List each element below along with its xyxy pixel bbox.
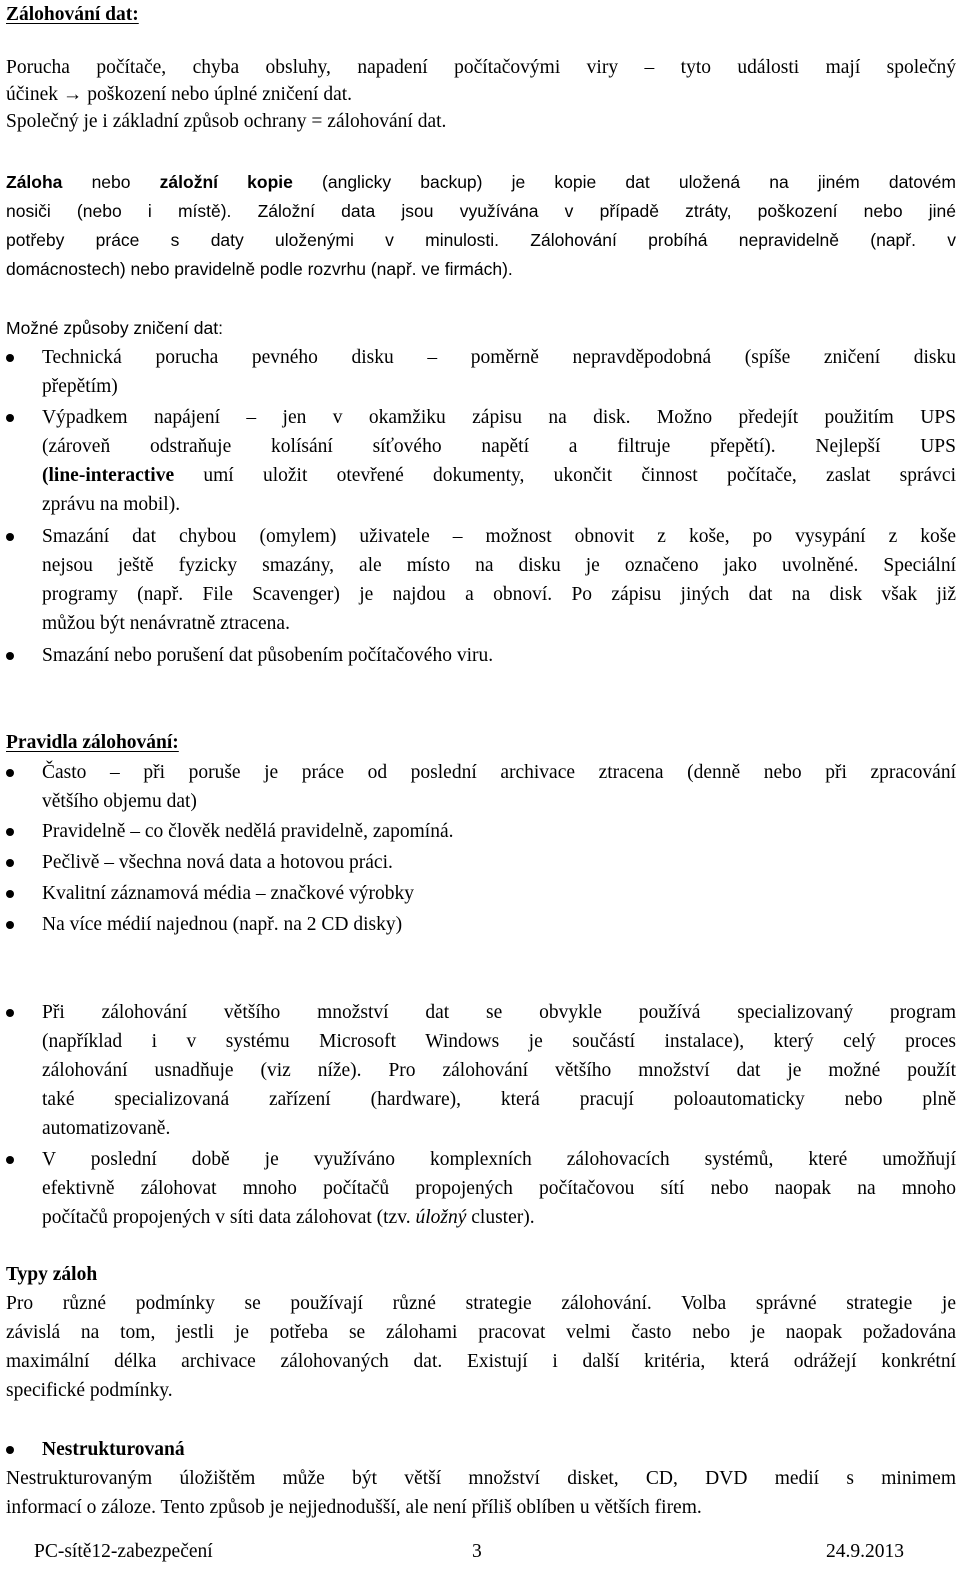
types-heading: Typy záloh <box>6 1264 98 1285</box>
rule-3: Pečlivě – všechna nová data a hotovou práci. <box>42 852 393 873</box>
definition-line-2: nosiči (nebo i místě). Záložní data jsou využívána v případě ztráty, poškození nebo jiné <box>6 201 956 221</box>
destruction-item-2-line-3 <box>42 461 956 491</box>
bullet-dot <box>6 890 14 898</box>
destruction-item-3-line-3: programy (např. File Scavenger) je najdou a obnoví. Po zápisu jiných dat na disk však již <box>42 584 956 605</box>
destruction-item-2-line-3-rest: umí uložit otevřené dokumenty, ukončit činnost počítače, zaslat správci <box>174 465 956 486</box>
rule-4: Kvalitní záznamová média – značkové výrobky <box>42 883 414 904</box>
term-kopie: kopie <box>247 172 293 192</box>
destruction-item-1-line-2: přepětím) <box>42 376 118 397</box>
unstructured-title: Nestrukturovaná <box>42 1439 185 1460</box>
term-zaloha: Záloha <box>6 172 63 192</box>
software-item-1-line-1: Při zálohování většího množství dat se obvykle používá specializovaný program <box>42 1002 956 1023</box>
software-item-2-line-2: efektivně zálohovat mnoho počítačů propojených počítačovou sítí nebo naopak na mnoho <box>42 1178 956 1199</box>
types-paragraph-line-4: specifické podmínky. <box>6 1380 173 1401</box>
intro-line-3: Společný je i základní způsob ochrany = zálohování dat. <box>6 111 447 132</box>
footer-date: 24.9.2013 <box>826 1541 904 1562</box>
rule-1-line-1: Často – při poruše je práce od poslední archivace ztracena (denně nebo při zpracování <box>42 762 956 783</box>
bullet-dot <box>6 769 14 777</box>
bullet-dot <box>6 1009 14 1017</box>
destruction-item-1-line-1: Technická porucha pevného disku – poměrně nepravděpodobná (spíše zničení disku <box>42 347 956 368</box>
software-item-2-line-3-pre: počítačů propojených v síti data zálohovat (tzv. <box>42 1207 416 1228</box>
bullet-dot <box>6 652 14 660</box>
destruction-item-4-line-1: Smazání nebo porušení dat působením počítačového viru. <box>42 645 494 666</box>
software-item-1-line-2: (například i v systému Microsoft Windows je součástí instalace), který celý proces <box>42 1031 956 1052</box>
rule-2: Pravidelně – co člověk nedělá pravidelně, zapomíná. <box>42 821 454 842</box>
software-item-1-line-3: zálohování usnadňuje (viz níže). Pro zálohování většího množství dat je možné použít <box>42 1060 956 1081</box>
destruction-item-2-line-2: (zároveň odstraňuje kolísání síťového napětí a filtruje přepětí). Nejlepší UPS <box>42 436 956 457</box>
types-paragraph-line-2: závislá na tom, jestli je potřeba se zálohami pracovat velmi často nebo je naopak požadována <box>6 1322 956 1343</box>
rule-1-line-2: většího objemu dat) <box>42 791 197 812</box>
destruction-item-3-line-2: nejsou ještě fyzicky smazány, ale místo na disku je označeno jako uvolněné. Speciální <box>42 555 956 576</box>
document-page <box>6 0 956 1569</box>
term-zalozni: záložní <box>159 172 218 192</box>
definition-line-3: potřeby práce s daty uloženými v minulosti. Zálohování probíhá nepravidelně (např. v <box>6 230 956 250</box>
destruction-item-2-line-4: zprávu na mobil). <box>42 494 181 515</box>
footer-page-number: 3 <box>472 1541 482 1562</box>
types-paragraph-line-1: Pro různé podmínky se používají různé strategie zálohování. Volba správné strategie je <box>6 1293 956 1314</box>
intro-line-2: účinek → poškození nebo úplné zničení dat. <box>6 84 353 105</box>
bullet-dot <box>6 828 14 836</box>
bullet-dot <box>6 921 14 929</box>
software-item-2-line-3 <box>42 1203 535 1233</box>
definition-line-4: domácnostech) nebo pravidelně podle rozvrhu (např. ve firmách). <box>6 259 513 279</box>
unstructured-line-1: Nestrukturovaným úložištěm může být větší množství disket, CD, DVD medií s minimem <box>6 1468 956 1489</box>
definition-line-1-rest: (anglicky backup) je kopie dat uložená na jiném datovém <box>322 172 956 192</box>
bullet-dot <box>6 1156 14 1164</box>
section-heading-backup: Zálohování dat: <box>6 4 139 25</box>
definition-line-1 <box>6 167 956 197</box>
destruction-item-3-line-4: můžou být nenávratně ztracena. <box>42 613 290 634</box>
destruction-item-3-line-1: Smazání dat chybou (omylem) uživatele – možnost obnovit z koše, po vysypání z koše <box>42 526 956 547</box>
types-paragraph-line-3: maximální délka archivace zálohovaných dat. Existují i další kritéria, která odrážejí konkrétní <box>6 1351 956 1372</box>
destruction-item-2-line-1: Výpadkem napájení – jen v okamžiku zápisu na disk. Možno předejít použitím UPS <box>42 407 956 428</box>
bullet-dot <box>6 1446 14 1454</box>
destruction-heading: Možné způsoby zničení dat: <box>6 318 223 338</box>
term-ulozny: úložný <box>415 1207 467 1228</box>
bullet-dot <box>6 859 14 867</box>
bullet-dot <box>6 533 14 541</box>
footer-doc-name: PC-sítě12-zabezpečení <box>34 1541 213 1562</box>
rule-5: Na více médií najednou (např. na 2 CD disky) <box>42 914 403 935</box>
bullet-dot <box>6 354 14 362</box>
software-item-2-line-1: V poslední době je využíváno komplexních zálohovacích systémů, které umožňují <box>42 1149 956 1170</box>
rules-heading: Pravidla zálohování: <box>6 732 179 753</box>
unstructured-line-2: informací o záloze. Tento způsob je nejjednodušší, ale není příliš oblíben u větších firem. <box>6 1497 702 1518</box>
software-item-1-line-4: také specializovaná zařízení (hardware), která pracují poloautomaticky nebo plně <box>42 1089 956 1110</box>
word-nebo: nebo <box>91 172 131 192</box>
software-item-1-line-5: automatizovaně. <box>42 1118 171 1139</box>
bullet-dot <box>6 414 14 422</box>
term-line-interactive: (line-interactive <box>42 465 175 486</box>
software-item-2-line-3-post: cluster). <box>466 1207 535 1228</box>
intro-line-1: Porucha počítače, chyba obsluhy, napadení počítačovými viry – tyto události mají společný <box>6 57 956 78</box>
